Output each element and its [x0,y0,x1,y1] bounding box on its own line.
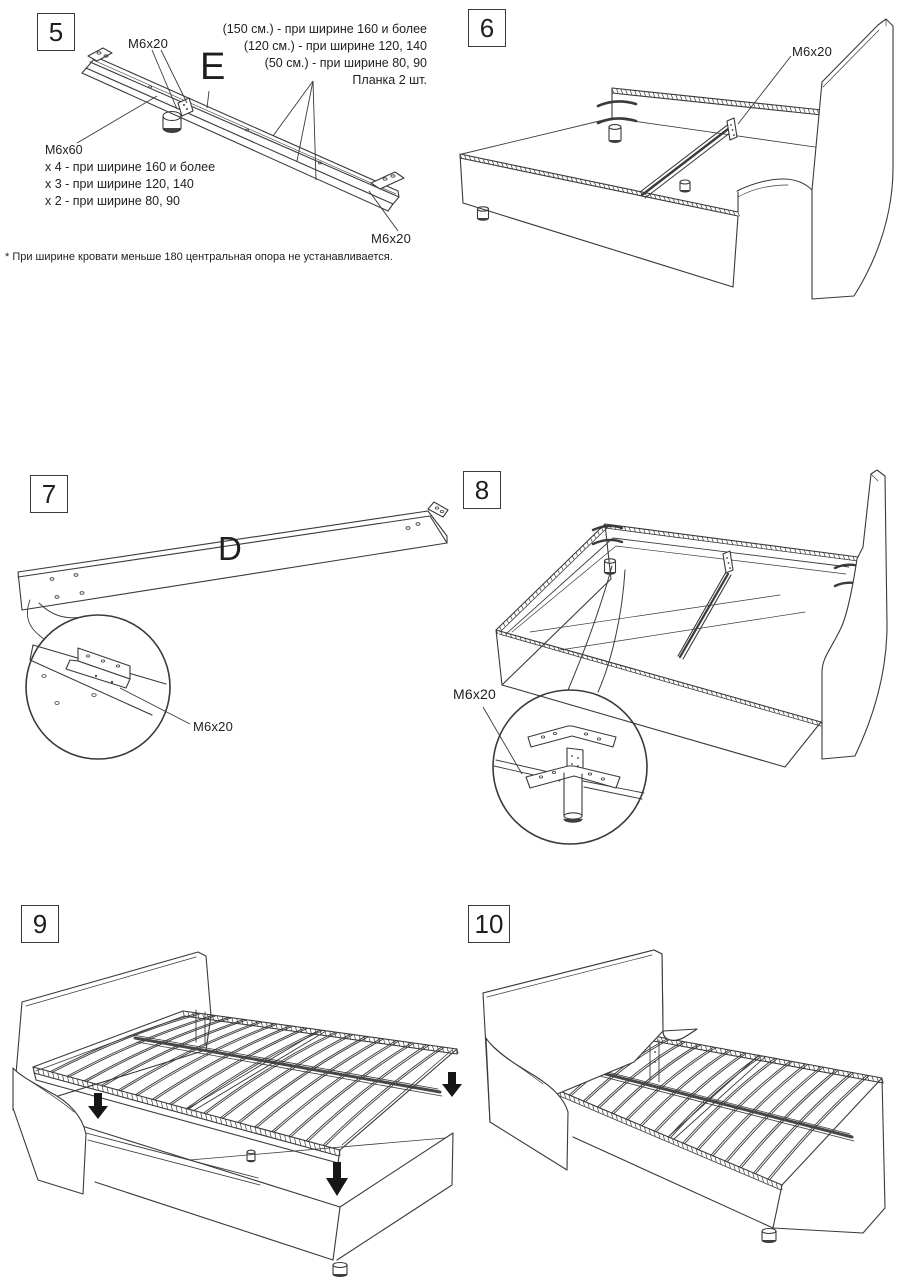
part-letter-E: E [200,46,226,88]
step6-leader-line [738,56,791,124]
step-8-panel [450,460,900,885]
part-letter-D: D [218,530,242,567]
step-number-5: 5 [37,13,75,51]
step-number-6: 6 [468,9,506,47]
step9-illustration [0,890,470,1280]
footnote-center-support: * При ширине кровати меньше 180 центральная опора не устанавливается. [5,251,393,263]
bolt-label-m6x20-top: M6x20 [128,36,169,51]
step-number-8: 8 [463,471,501,509]
step-6-panel [450,0,900,315]
step-9-panel [0,890,470,1280]
bolt-label-m6x20: M6x20 [792,44,833,59]
step-5-panel [0,0,450,290]
step-number-10: 10 [468,905,510,943]
step-7-panel [0,460,465,860]
step8-illustration [450,460,900,885]
bolt-label-m6x20-bottom: M6x20 [371,231,412,246]
width-options-block: (150 см.) - при ширине 160 и более (120 см.) - при ширине 120, 140 (50 см.) - при ширине 80, 90 Планка 2 шт. [222,22,427,87]
step7-illustration [0,460,465,860]
step8-leader-line [483,707,522,774]
step6-illustration [450,0,900,315]
bolt-label-m6x20: M6x20 [453,686,497,702]
bolt-label-m6x20: M6x20 [193,719,234,734]
step-number-7: 7 [30,475,68,513]
step-10-panel [440,890,900,1280]
step7-leader-line [120,688,190,724]
step-number-9: 9 [21,905,59,943]
bolt-count-block: M6x60 х 4 - при ширине 160 и более х 3 - при ширине 120, 140 х 2 - при ширине 80, 90 [45,143,216,208]
step10-illustration [440,890,900,1280]
